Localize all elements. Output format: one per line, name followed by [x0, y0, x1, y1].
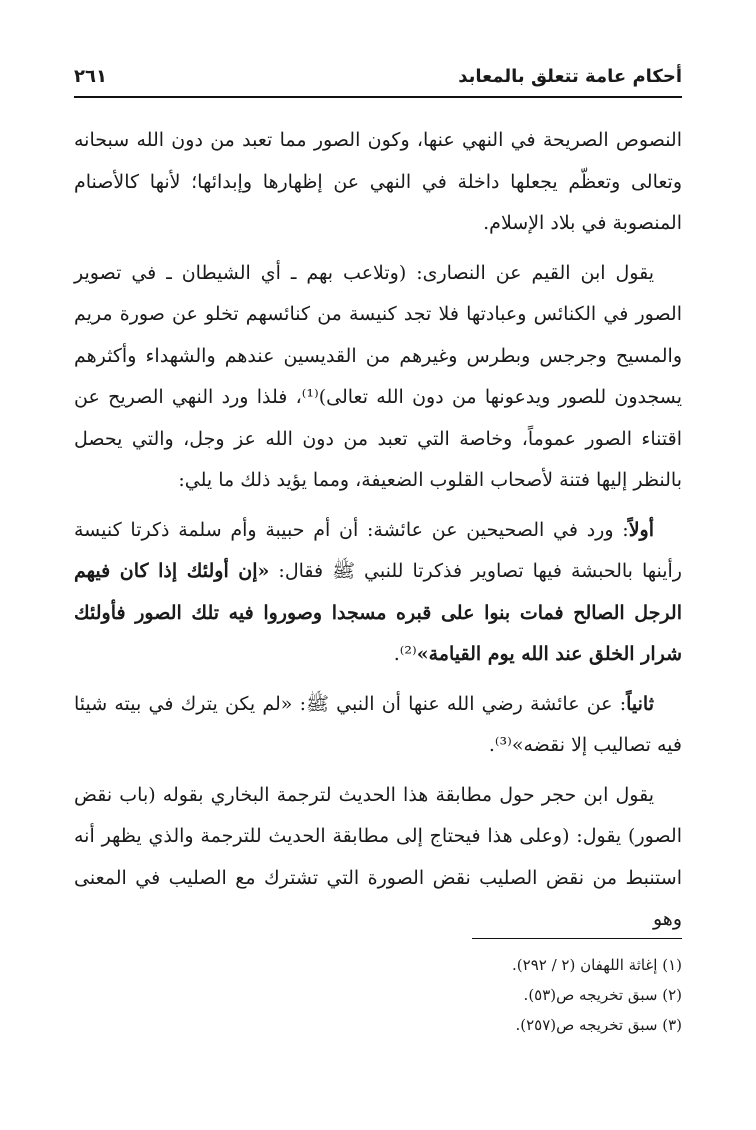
hadith-quote: «إن أولئك إذا كان فيهم الرجل الصالح فمات بنوا على قبره مسجدا وصوروا فيه تلك الصور فأولئك شرار الخلق عند الله يوم القيامة»	[74, 560, 682, 665]
paragraph-4-lead: ثانياً	[626, 692, 654, 715]
paragraph-3	[74, 510, 682, 676]
paragraph-3-text: : ورد في الصحيحين عن عائشة: أن أم حبيبة وأم سلمة ذكرتا كنيسة رأينها بالحبشة فيها تصاوير فذكرتا للنبي ﷺ فقال:	[74, 518, 682, 582]
paragraph-5: يقول ابن حجر حول مطابقة هذا الحديث لترجمة البخاري بقوله (باب نقض الصور) يقول: (وعلى هذا فيحتاج إلى مطابقة الحديث للترجمة والذي يظهر أنه استنبط من نقض الصليب نقض الصورة التي تشترك مع الصليب في المعنى وهو	[74, 783, 682, 930]
footnote-rule	[472, 938, 682, 939]
paragraph-1: النصوص الصريحة في النهي عنها، وكون الصور مما تعبد من دون الله سبحانه وتعالى وتعظّم يجعلها داخلة في النهي عن إظهارها وإبدائها؛ لأنها كالأصنام المنصوبة في بلاد الإسلام.	[74, 129, 682, 234]
page-number: ٢٦١	[74, 65, 107, 87]
running-title: أحكام عامة تتعلق بالمعابد	[458, 65, 682, 87]
footnote-3: (٣) سبق تخريجه ص(٢٥٧).	[515, 1016, 682, 1034]
paragraph-3-lead: أولاً	[628, 518, 654, 541]
footnotes	[74, 950, 682, 1040]
paragraph-2: يقول ابن القيم عن النصارى: (وتلاعب بهم ـ أي الشيطان ـ في تصوير الصور في الكنائس وعبادتها فلا تجد كنيسة من كنائسهم تخلو عن صورة مريم والمسيح وجرجس وبطرس وغيرهم من القديسين عندهم والشهداء وأكثرهم يسجدون للصور ويدعونها من دون الله تعالى)⁽¹⁾، فلذا ورد النهي الصريح عن اقتناء الصور عموماً، وخاصة التي تعبد من دون الله عز وجل، والتي يحصل بالنظر إليها فتنة لأصحاب القلوب الضعيفة، ومما يؤيد ذلك ما يلي:	[74, 261, 682, 491]
page-header	[74, 58, 682, 94]
footnote-2: (٢) سبق تخريجه ص(٥٣).	[523, 986, 682, 1004]
footnote-1: (١) إغاثة اللهفان (٢ / ٢٩٢).	[512, 956, 682, 974]
paragraph-4-text: : عن عائشة رضي الله عنها أن النبي ﷺ: «لم يكن يترك في بيته شيئا فيه تصاليب إلا نقضه»⁽³⁾.	[74, 692, 682, 756]
header-rule	[74, 96, 682, 98]
body-text	[74, 120, 682, 949]
paragraph-3-tail: ⁽²⁾.	[393, 643, 417, 665]
paragraph-4	[74, 684, 682, 767]
